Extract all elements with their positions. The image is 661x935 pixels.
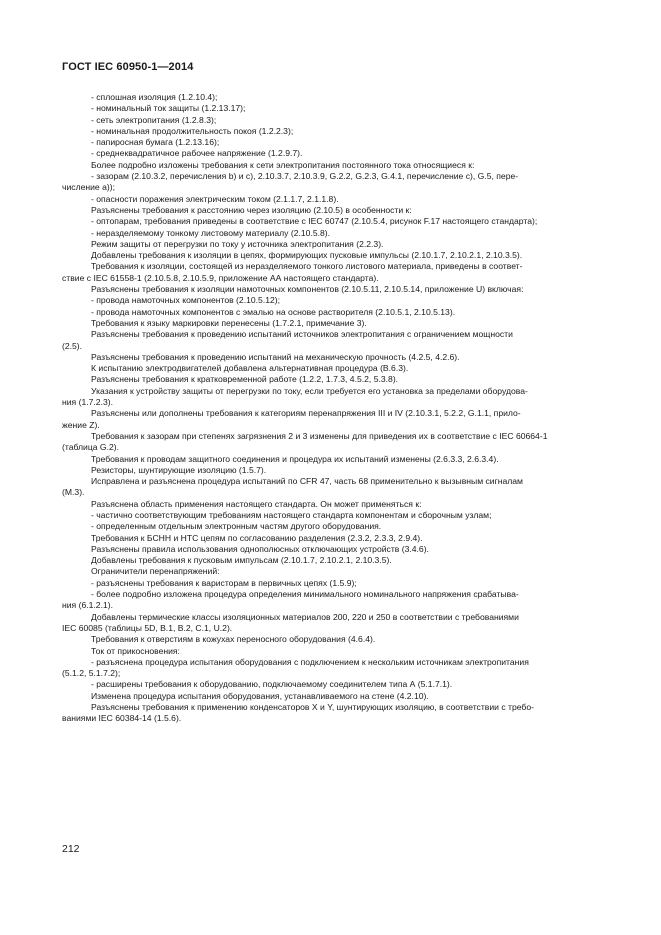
text-line: ваниями IEC 60384-14 (1.5.6).: [62, 713, 182, 724]
text-line: Добавлены требования к пусковым импульсам (2.10.1.7, 2.10.2.1, 2.10.3.5).: [91, 555, 392, 566]
text-line: Разъяснены требования к проведению испытаний источников электропитания с ограничением мощности: [91, 329, 513, 340]
text-line: Разъяснена область применения настоящего стандарта. Он может применяться к:: [91, 498, 422, 509]
text-line: Изменена процедура испытания оборудования, устанавливаемого на стене (4.2.10).: [91, 690, 429, 701]
text-line: Исправлена и разъяснена процедура испытаний по CFR 47, часть 68 применительно к вызывным сигналам: [91, 476, 523, 487]
text-line: - разъяснена процедура испытания оборудования с подключением к нескольким источникам электропитания: [91, 656, 529, 667]
text-line: Требования к зазорам при степенях загрязнения 2 и 3 изменены для приведения их в соответствие с IEC 60664-1: [91, 430, 548, 441]
text-line: Разъяснены или дополнены требования к категориям перенапряжения III и IV (2.10.3.1, 5.2.2, G.1.1, прило-: [91, 408, 521, 419]
text-line: - провода намоточных компонентов с эмалью на основе растворителя (2.10.5.1, 2.10.5.13).: [91, 306, 456, 317]
text-line: - зазорам (2.10.3.2, перечисления b) и с), 2.10.3.7, 2.10.3.9, G.2.2, G.2.3, G.4.1, перечисление с), G.5, пере-: [91, 171, 519, 182]
text-line: Указания к устройству защиты от перегрузки по току, если требуется его установка за пределами оборудова-: [91, 385, 528, 396]
text-line: Разъяснены правила использования однополюсных отключающих устройств (3.4.6).: [91, 543, 429, 554]
text-line: - оптопарам, требования приведены в соответствие с IEC 60747 (2.10.5.4, рисунок F.17 настоящего стандарта);: [91, 216, 538, 227]
text-line: - разъяснены требования к варисторам в первичных цепях (1.5.9);: [91, 577, 357, 588]
text-line: Разъяснены требования к применению конденсаторов X и Y, шунтирующих изоляцию, в соответствии с требо-: [91, 702, 534, 713]
text-line: (М.3).: [62, 487, 85, 498]
text-line: - более подробно изложена процедура определения минимального номинального напряжения срабатыва-: [91, 589, 519, 600]
text-line: Добавлены требования к изоляции в цепях, формирующих пусковые импульсы (2.10.1.7, 2.10.2.1, 2.10.3.5).: [91, 250, 523, 261]
text-line: - расширены требования к оборудованию, подключаемому соединителем типа А (5.1.7.1).: [91, 679, 453, 690]
text-line: Режим защиты от перегрузки по току у источника электропитания (2.2.3).: [91, 238, 384, 249]
text-line: - среднеквадратичное рабочее напряжение (1.2.9.7).: [91, 148, 303, 159]
text-line: К испытанию электродвигателей добавлена альтернативная процедура (В.6.3).: [91, 363, 409, 374]
text-line: - сплошная изоляция (1.2.10.4);: [91, 92, 218, 102]
text-line: жение Z).: [62, 419, 100, 430]
text-line: ствие с IEC 61558-1 (2.10.5.8, 2.10.5.9, приложение АА настоящего стандарта).: [62, 272, 379, 283]
text-line: Ограничители перенапряжений:: [91, 566, 220, 577]
text-line: ния (6.1.2.1).: [62, 600, 113, 611]
text-line: Требования к языку маркировки перенесены (1.7.2.1, примечание 3).: [91, 317, 367, 328]
text-line: Разъяснены требования к изоляции намоточных компонентов (2.10.5.11, 2.10.5.14, приложение U) включая:: [91, 284, 524, 295]
text-line: Более подробно изложены требования к сети электропитания постоянного тока относящиеся к:: [91, 159, 475, 170]
text-line: (5.1.2, 5.1.7.2);: [62, 668, 121, 679]
document-body: [62, 92, 598, 725]
text-line: Требования к отверстиям в кожухах переносного оборудования (4.6.4).: [91, 634, 376, 645]
text-line: Резисторы, шунтирующие изоляцию (1.5.7).: [91, 464, 267, 475]
text-line: Разъяснены требования к проведению испытаний на механическую прочность (4.2.5, 4.2.6).: [91, 351, 460, 362]
text-line: числение а));: [62, 182, 115, 193]
text-line: - провода намоточных компонентов (2.10.5.12);: [91, 295, 281, 306]
text-line: (таблица G.2).: [62, 442, 120, 453]
text-line: - неразделяемому тонкому листовому материалу (2.10.5.8).: [91, 227, 331, 238]
text-line: - опасности поражения электрическим током (2.1.1.7, 2.1.1.8).: [91, 193, 339, 204]
text-line: Ток от прикосновения:: [91, 645, 180, 656]
text-line: Разъяснены требования к расстоянию через изоляцию (2.10.5) в особенности к:: [91, 204, 412, 215]
text-line: Разъяснены требования к кратковременной работе (1.2.2, 1.7.3, 4.5.2, 5.3.8).: [91, 374, 399, 385]
text-line: Требования к проводам защитного соединения и процедура их испытаний изменены (2.6.3.3, 2.6.3.4).: [91, 453, 499, 464]
text-line: ния (1.7.2.3).: [62, 397, 113, 408]
text-line: - номинальный ток защиты (1.2.13.17);: [91, 103, 246, 114]
text-line: IEC 60085 (таблицы 5D, B.1, B.2, C.1, U.2).: [62, 622, 233, 633]
text-line: Добавлены термические классы изоляционных материалов 200, 220 и 250 в соответствии с требованиями: [91, 611, 519, 622]
document-header: ГОСТ IEC 60950-1—2014: [62, 61, 194, 73]
text-line: (2.5).: [62, 340, 83, 351]
text-line: - сеть электропитания (1.2.8.3);: [91, 114, 217, 125]
page-number: 212: [62, 843, 80, 855]
text-line: Требования к изоляции, состоящей из неразделяемого тонкого листового материала, приведены в соответ-: [91, 261, 523, 272]
text-line: - частично соответствующим требованиям настоящего стандарта компонентам и сборочным узлам;: [91, 509, 492, 520]
text-line: - папиросная бумага (1.2.13.16);: [91, 137, 220, 148]
text-line: - определенным отдельным электронным частям другого оборудования.: [91, 521, 382, 532]
text-line: - номинальная продолжительность покоя (1.2.2.3);: [91, 125, 294, 136]
text-line: Требования к БСНН и НТС цепям по согласованию разделения (2.3.2, 2.3.3, 2.9.4).: [91, 532, 423, 543]
